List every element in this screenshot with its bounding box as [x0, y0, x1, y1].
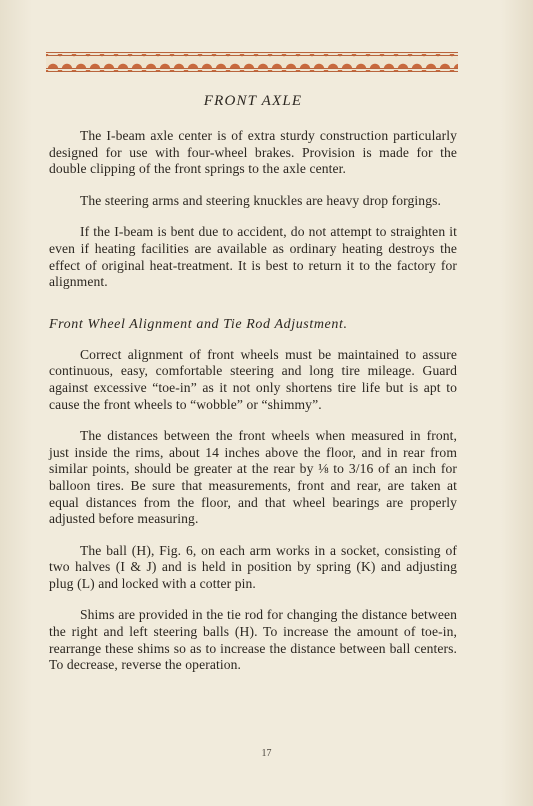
page-number: 17 [261, 748, 272, 759]
paragraph: The I-beam axle center is of extra sturdy construction particularly designed for use with four-wheel brakes. Provision is made for the double clipping of the front springs to the axle center. [49, 128, 457, 177]
paragraph: The distances between the front wheels when measured in front, just inside the rims, about 14 inches above the floor, and in rear from similar points, should be greater at the rear by ⅛ to 3/16 of an inch for balloon tires. Be sure that measurements, front and rear, are taken at equal distances from the floor, and that wheel bearings are properly adjusted before measuring. [49, 428, 457, 527]
page-content [49, 93, 457, 689]
section-title: FRONT AXLE [203, 93, 303, 109]
paragraph: The steering arms and steering knuckles are heavy drop forgings. [80, 192, 441, 208]
paragraph: The ball (H), Fig. 6, on each arm works in a socket, consisting of two halves (I & J) and is held in position by spring (K) and adjusting plug (L) and locked with a cotter pin. [49, 542, 457, 591]
paragraph: If the I-beam is bent due to accident, do not attempt to straighten it even if heating facilities are available as ordinary heating destroys the effect of original heat-treatment. It is best to return it to the factory for alignment. [49, 224, 457, 290]
subsection-title: Front Wheel Alignment and Tie Rod Adjustment. [49, 316, 348, 332]
ornamental-wave-border [46, 52, 458, 72]
paragraph: Correct alignment of front wheels must be maintained to assure continuous, easy, comfortable steering and long tire mileage. Guard against excessive “toe-in” as it not only shortens tire life but is apt to cause the front wheels to “wobble” or “shimmy”. [49, 346, 457, 412]
paragraph: Shims are provided in the tie rod for changing the distance between the right and left steering balls (H). To increase the amount of toe-in, rearrange these shims so as to increase the distance between ball centers. To decrease, reverse the operation. [49, 607, 457, 673]
